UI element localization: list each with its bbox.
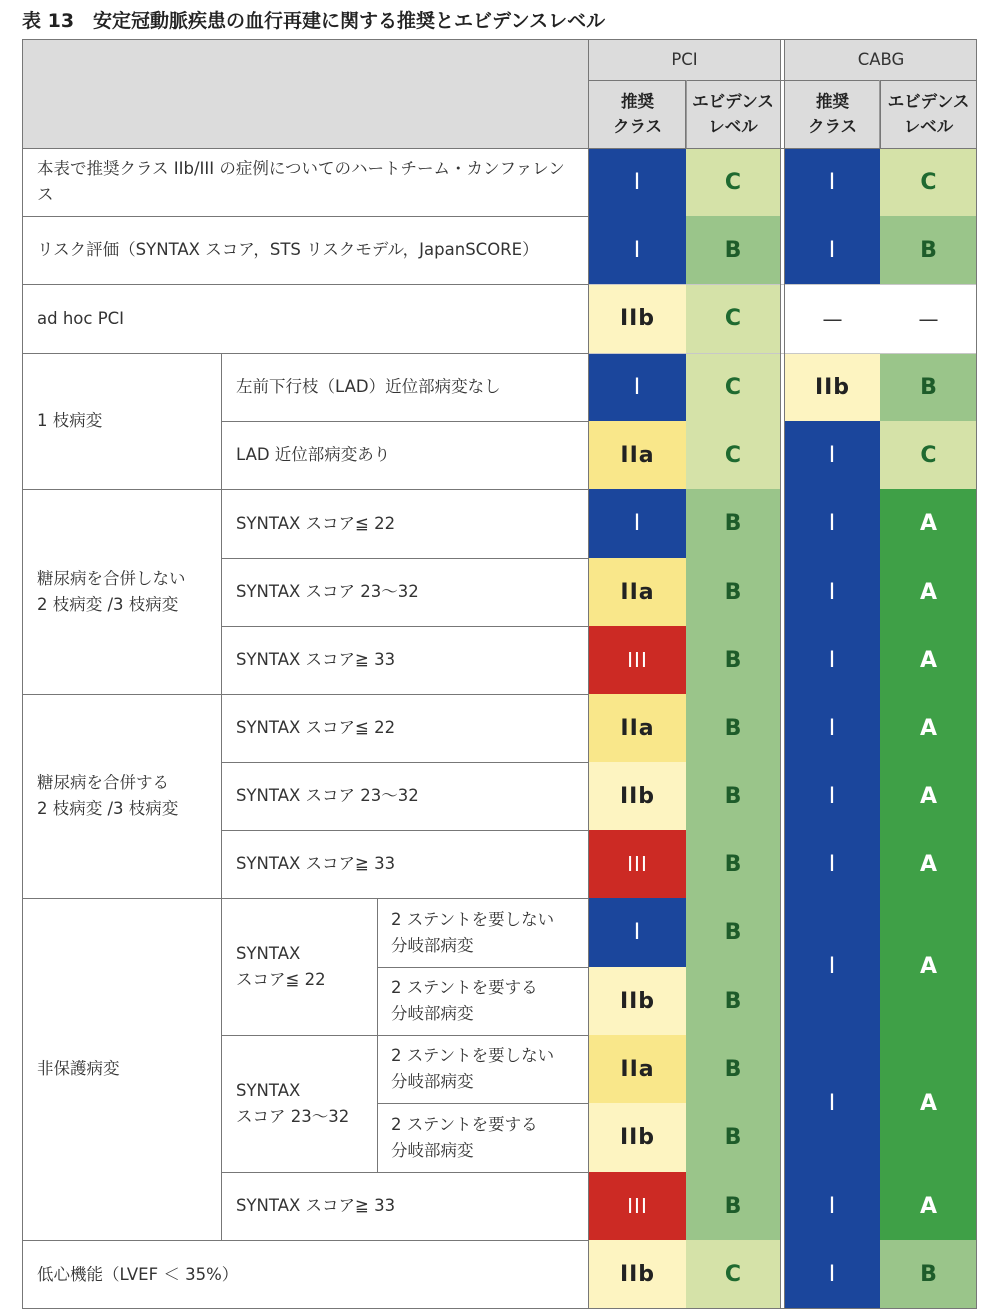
label-unprotected-last: SYNTAX スコア≧ 33	[236, 1196, 396, 1215]
label-diabetic-r2: SYNTAX スコア≧ 33	[236, 854, 396, 873]
cabg-level-cell: A	[880, 762, 977, 830]
label-non-diabetic-r1: SYNTAX スコア 23〜32	[236, 582, 419, 601]
cabg-level-cell: B	[880, 216, 977, 284]
grid-line	[221, 558, 589, 559]
grid-line	[589, 80, 977, 81]
header-cabg-level: エビデンス レベル	[880, 80, 977, 148]
cabg-level-cell: A	[880, 898, 977, 1035]
grid-line	[686, 80, 687, 148]
pci-level-cell: B	[686, 762, 780, 830]
pci-class-cell: III	[589, 1172, 686, 1240]
grid-line	[377, 898, 378, 1172]
cabg-class-cell: I	[785, 830, 880, 898]
pci-level-cell: C	[686, 353, 780, 421]
label-diabetic-r0: SYNTAX スコア≦ 22	[236, 718, 396, 737]
grid-line	[22, 148, 977, 149]
grid-line	[880, 80, 881, 148]
cabg-class-cell: IIb	[785, 353, 880, 421]
label-unprotected-g0-r1: 2 ステントを要する 分岐部病変	[391, 978, 538, 1023]
pci-class-cell: IIb	[589, 967, 686, 1035]
cabg-class-cell: I	[785, 489, 880, 558]
pci-level-cell: B	[686, 967, 780, 1035]
cabg-level-cell: —	[880, 284, 977, 353]
cabg-class-cell: I	[785, 762, 880, 830]
cabg-class-cell: I	[785, 558, 880, 626]
cabg-class-cell: I	[785, 1172, 880, 1240]
cabg-level-cell: A	[880, 1035, 977, 1172]
label-unprotected-g1: SYNTAX スコア 23〜32	[236, 1080, 350, 1126]
cabg-level-cell: A	[880, 558, 977, 626]
label-unprotected-g1-r0: 2 ステントを要しない 分岐部病変	[391, 1046, 555, 1091]
label-risk: リスク評価（SYNTAX スコア，STS リスクモデル，JapanSCORE）	[37, 240, 539, 259]
cabg-class-cell: I	[785, 216, 880, 284]
label-non-diabetic: 糖尿病を合併しない 2 枝病変 /3 枝病変	[37, 568, 186, 614]
label-low-function: 低心機能（LVEF ＜ 35%）	[37, 1264, 239, 1284]
pci-class-cell: IIb	[589, 762, 686, 830]
header-cabg-class: 推奨 クラス	[785, 80, 880, 148]
pci-class-cell: IIb	[589, 284, 686, 353]
pci-class-cell	[589, 353, 686, 421]
grid-line	[22, 1240, 589, 1241]
grid-line	[22, 353, 589, 354]
pci-class-cell: IIa	[589, 694, 686, 762]
grid-line	[780, 39, 781, 1309]
header-blank	[22, 39, 589, 148]
header-cabg: CABG	[785, 39, 977, 80]
grid-line	[221, 626, 589, 627]
label-one-vessel-r1: LAD 近位部病変あり	[236, 445, 391, 464]
pci-level-cell: B	[686, 898, 780, 967]
grid-line	[22, 216, 589, 217]
pci-class-cell: IIa	[589, 1035, 686, 1103]
cabg-class-cell: I	[785, 694, 880, 762]
label-diabetic-r1: SYNTAX スコア 23〜32	[236, 786, 419, 805]
cabg-class-cell: I	[785, 148, 880, 216]
pci-class-cell: III	[589, 626, 686, 694]
grid-line	[377, 1103, 589, 1104]
pci-level-cell: B	[686, 694, 780, 762]
label-non-diabetic-r2: SYNTAX スコア≧ 33	[236, 650, 396, 669]
header-pci-level: エビデンス レベル	[686, 80, 780, 148]
table-title: 表 13 安定冠動脈疾患の血行再建に関する推奨とエビデンスレベル	[22, 10, 606, 32]
label-diabetic: 糖尿病を合併する 2 枝病変 /3 枝病変	[37, 773, 179, 818]
grid-line	[22, 694, 589, 695]
label-non-diabetic-r0: SYNTAX スコア≦ 22	[236, 513, 396, 533]
pci-level-cell: B	[686, 489, 780, 558]
grid-line	[221, 353, 222, 1240]
cabg-level-cell: A	[880, 489, 977, 558]
cabg-level-cell: C	[880, 421, 977, 489]
label-one-vessel: 1 枝病変	[37, 411, 103, 430]
grid-line	[22, 1308, 977, 1309]
grid-line	[22, 39, 23, 1309]
cabg-class-cell: I	[785, 1035, 880, 1172]
pci-class-cell: I	[589, 216, 686, 284]
cabg-class-cell: I	[785, 626, 880, 694]
grid-line	[221, 1035, 589, 1036]
label-heart-team: 本表で推奨クラス IIb/III の症例についてのハートチーム・カンファレンス	[37, 159, 565, 204]
pci-class-cell: III	[589, 830, 686, 898]
cabg-level-cell: B	[880, 1240, 977, 1309]
grid-line	[784, 39, 785, 1309]
pci-class-cell: IIa	[589, 421, 686, 489]
grid-line	[221, 421, 589, 422]
grid-line	[221, 1172, 589, 1173]
pci-level-cell: B	[686, 1035, 780, 1103]
label-unprotected-g0-r0: 2 ステントを要しない 分岐部病変	[391, 909, 555, 955]
grid-line	[22, 898, 589, 899]
pci-level-cell: C	[686, 284, 780, 353]
label-unprotected-g1-r1: 2 ステントを要する 分岐部病変	[391, 1114, 538, 1160]
pci-level-cell: C	[686, 1240, 780, 1309]
grid-line	[588, 39, 589, 1309]
pci-level-cell: B	[686, 830, 780, 898]
cabg-class-cell: —	[785, 284, 880, 353]
cabg-level-cell: B	[880, 353, 977, 421]
grid-line	[377, 967, 589, 968]
grid-line	[22, 39, 977, 40]
cabg-level-cell: C	[880, 148, 977, 216]
grid-line	[221, 762, 589, 763]
cabg-class-cell: I	[785, 1240, 880, 1309]
pci-class-cell: IIb	[589, 1240, 686, 1309]
label-unprotected-g0: SYNTAX スコア≦ 22	[236, 943, 326, 989]
grid-line	[22, 489, 589, 490]
pci-class-cell: I	[589, 489, 686, 558]
label-unprotected: 非保護病変	[37, 1059, 120, 1078]
header-pci: PCI	[589, 39, 780, 80]
grid-line	[589, 353, 977, 354]
pci-level-cell: C	[686, 148, 780, 216]
grid-line	[221, 830, 589, 831]
grid-line	[22, 284, 589, 285]
pci-class-cell: IIa	[589, 558, 686, 626]
grid-line	[976, 39, 977, 1309]
cabg-level-cell: A	[880, 830, 977, 898]
pci-level-cell: B	[686, 558, 780, 626]
grid-line	[589, 284, 977, 285]
pci-level-cell: B	[686, 216, 780, 284]
class-text: I	[633, 374, 642, 400]
pci-level-cell: B	[686, 1103, 780, 1172]
label-adhoc: ad hoc PCI	[37, 308, 125, 328]
pci-class-cell: IIb	[589, 1103, 686, 1172]
pci-level-cell: B	[686, 626, 780, 694]
cabg-level-cell: A	[880, 694, 977, 762]
cabg-level-cell: A	[880, 1172, 977, 1240]
pci-class-cell: I	[589, 898, 686, 967]
cabg-class-cell: I	[785, 421, 880, 489]
pci-class-cell: I	[589, 148, 686, 216]
header-pci-class: 推奨 クラス	[589, 80, 686, 148]
pci-level-cell: C	[686, 421, 780, 489]
cabg-class-cell: I	[785, 898, 880, 1035]
pci-level-cell: B	[686, 1172, 780, 1240]
cabg-level-cell: A	[880, 626, 977, 694]
grid-line	[879, 80, 880, 148]
label-one-vessel-r0: 左前下行枝（LAD）近位部病変なし	[236, 377, 501, 396]
